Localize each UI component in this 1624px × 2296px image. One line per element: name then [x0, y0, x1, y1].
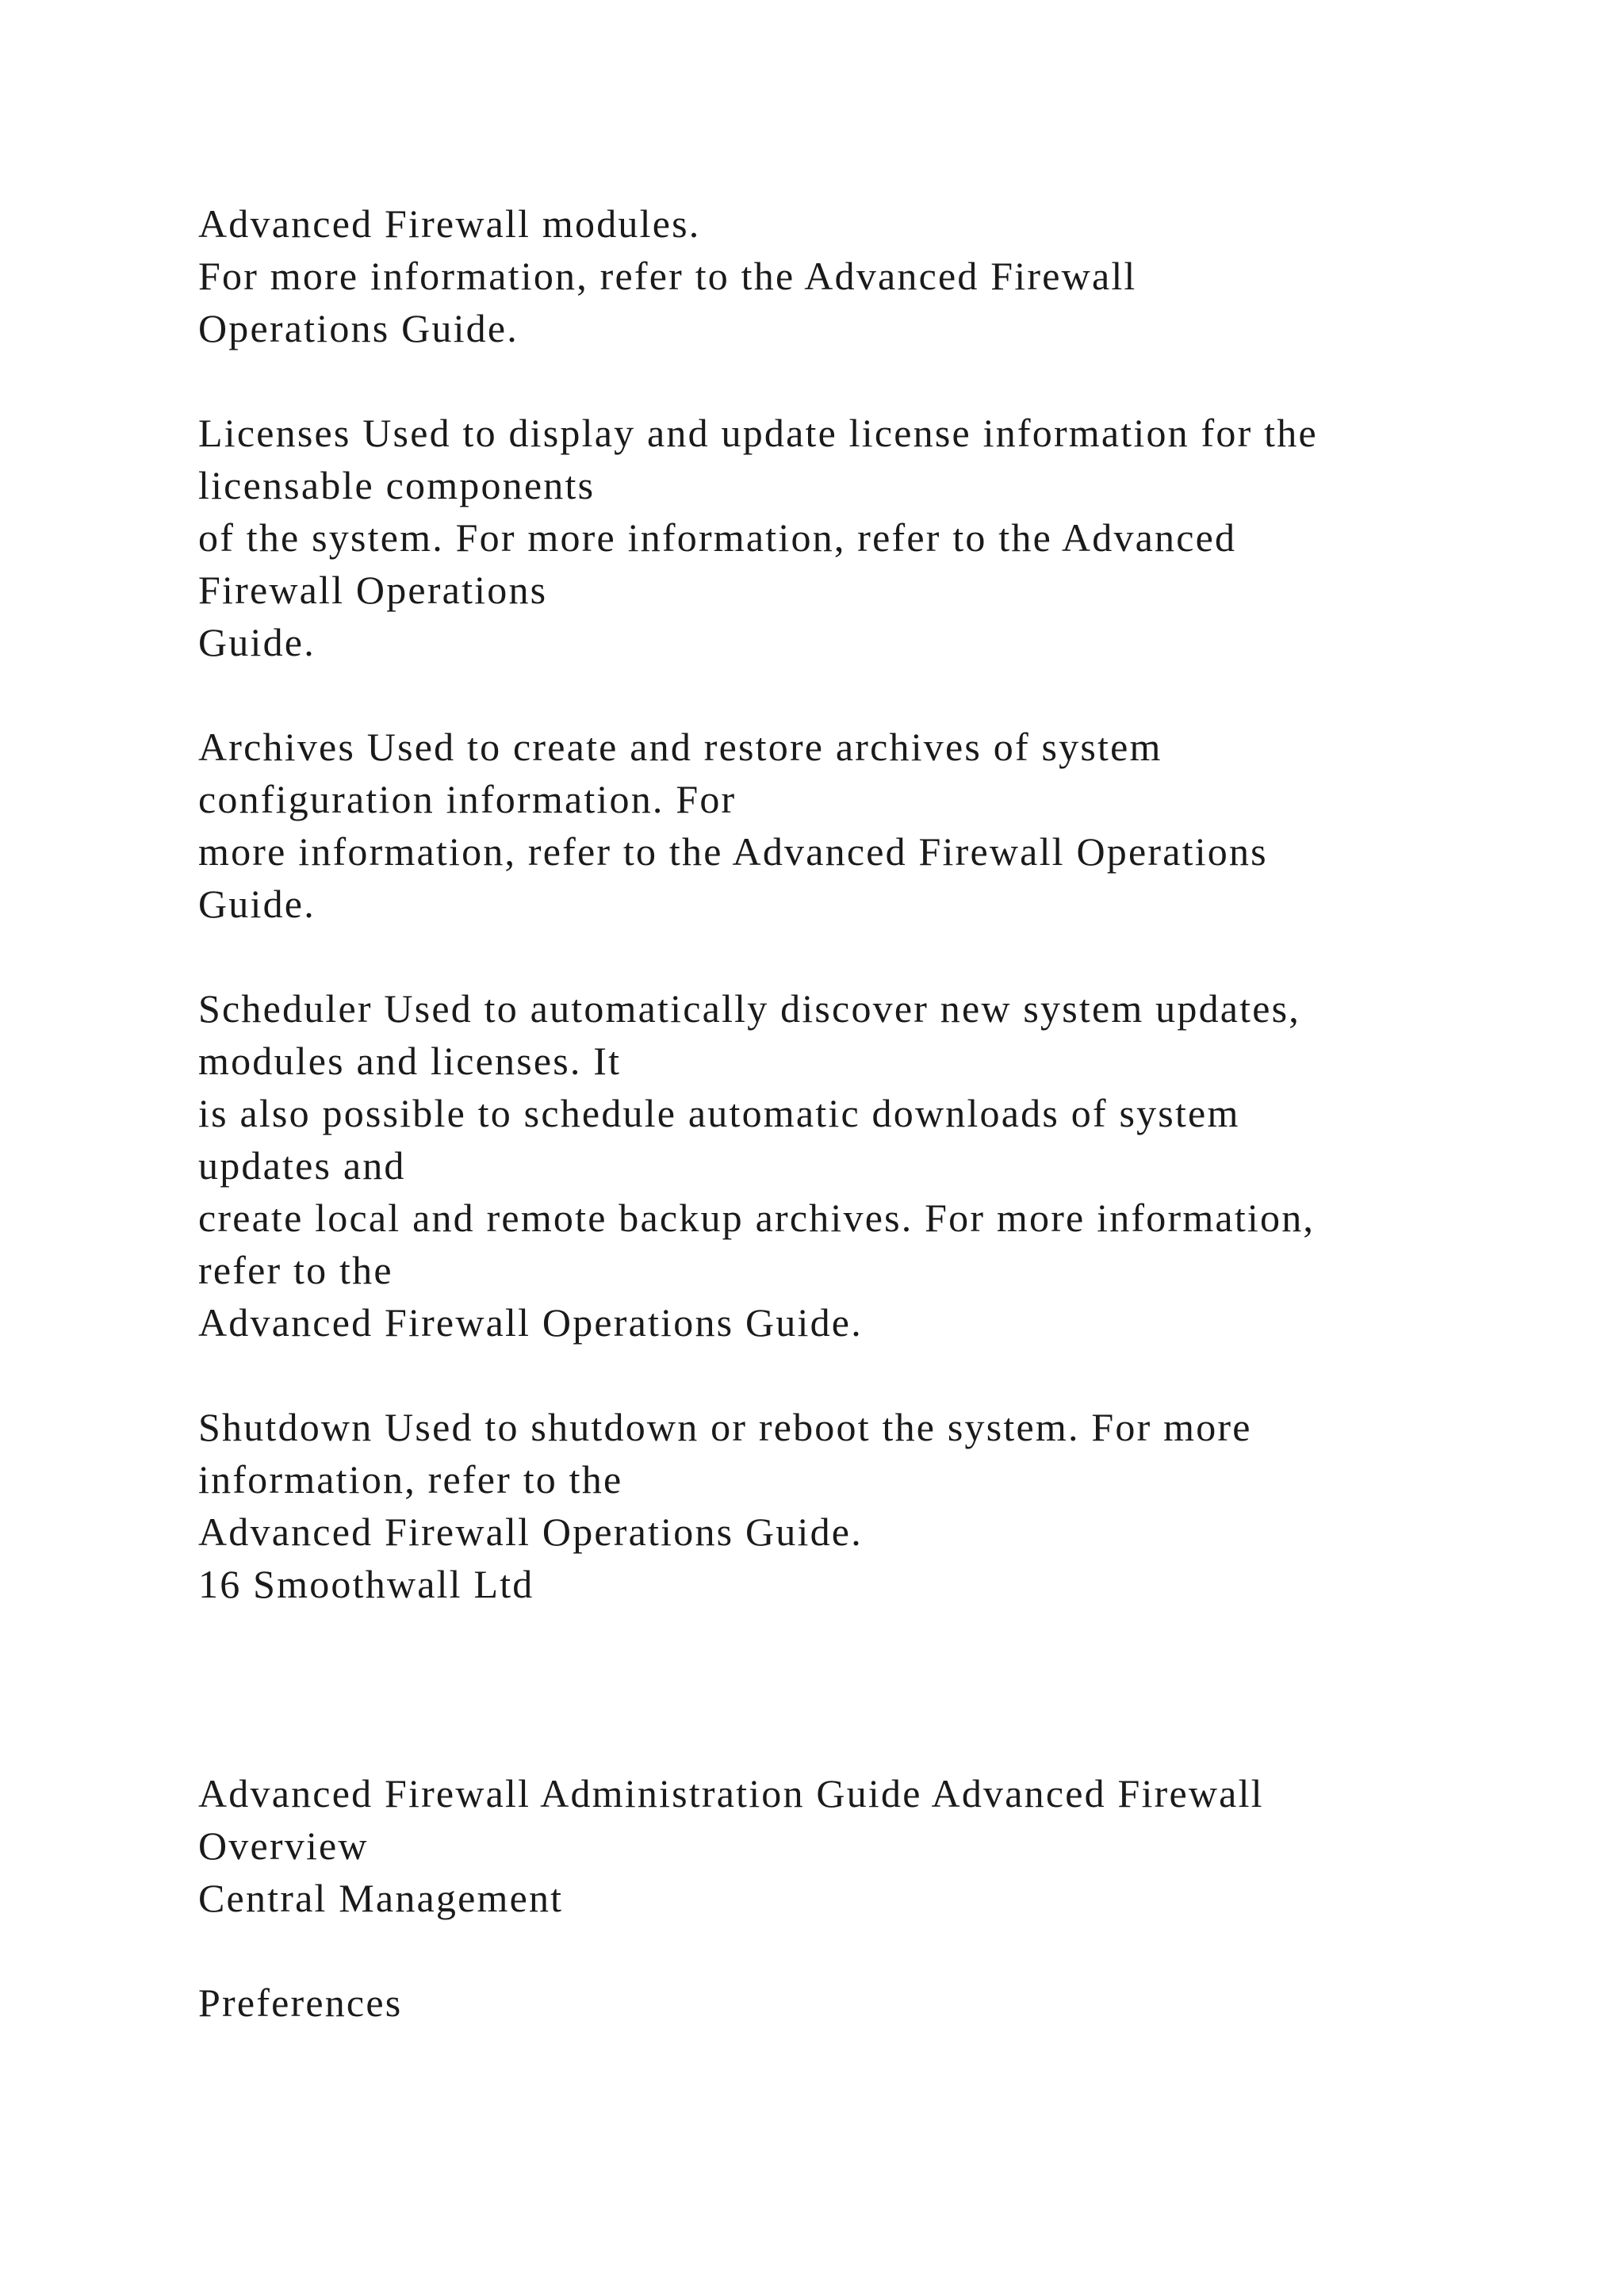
text-line: Operations Guide. — [198, 306, 519, 350]
text-line: updates and — [198, 1143, 406, 1188]
text-line: Licenses Used to display and update license information for the — [198, 411, 1318, 455]
running-header: Advanced Firewall Administration Guide Advanced Firewall — [198, 1771, 1264, 1816]
text-line: information, refer to the — [198, 1457, 623, 1502]
text-line: more information, refer to the Advanced Firewall Operations — [198, 829, 1268, 874]
section-heading: Preferences — [198, 1980, 403, 2025]
text-line: licensable components — [198, 463, 596, 507]
text-line: Guide. — [198, 882, 316, 926]
text-line: create local and remote backup archives. For more information, — [198, 1196, 1316, 1240]
running-header: Overview — [198, 1823, 369, 1868]
text-line: Shutdown Used to shutdown or reboot the system. For more — [198, 1405, 1252, 1449]
text-line: of the system. For more information, refer to the Advanced — [198, 515, 1237, 560]
page-footer: 16 Smoothwall Ltd — [198, 1562, 534, 1606]
section-heading: Central Management — [198, 1876, 564, 1920]
text-line: modules and licenses. It — [198, 1039, 622, 1083]
text-line: Firewall Operations — [198, 568, 548, 612]
text-line: refer to the — [198, 1248, 393, 1292]
text-line: Archives Used to create and restore archives of system — [198, 725, 1162, 769]
text-line: Advanced Firewall Operations Guide. — [198, 1300, 863, 1345]
text-line: Scheduler Used to automatically discover new system updates, — [198, 986, 1301, 1031]
text-line: For more information, refer to the Advanced Firewall — [198, 254, 1137, 298]
text-line: is also possible to schedule automatic downloads of system — [198, 1091, 1240, 1135]
text-line: Advanced Firewall modules. — [198, 201, 701, 246]
text-line: configuration information. For — [198, 777, 737, 821]
text-line: Guide. — [198, 620, 316, 664]
text-line: Advanced Firewall Operations Guide. — [198, 1510, 863, 1554]
